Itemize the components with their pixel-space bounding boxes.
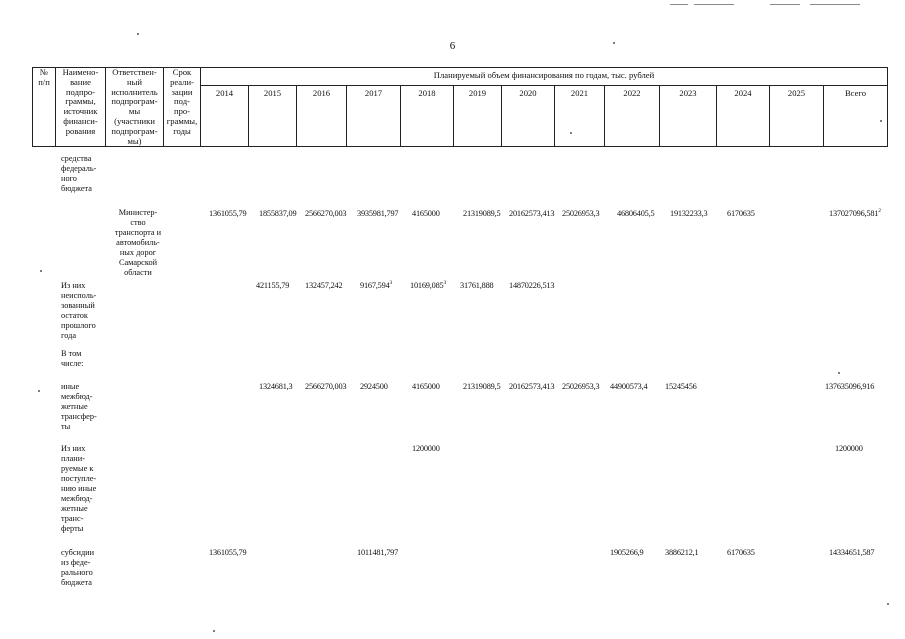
row-1-value-total: 137027096,581$^2$ bbox=[829, 208, 881, 218]
row-1-value-2017: 3935981,797 bbox=[357, 209, 399, 218]
scan-mark bbox=[694, 4, 734, 5]
row-4-value-2015: 1324681,3 bbox=[259, 382, 293, 391]
header-year: 2018 bbox=[401, 85, 454, 147]
scan-speck bbox=[838, 372, 840, 374]
row-1-value-2024: 6170635 bbox=[727, 209, 755, 218]
header-year: 2022 bbox=[605, 85, 660, 147]
scan-speck bbox=[570, 132, 572, 134]
row-2-value-2015: 421155,79 bbox=[256, 281, 290, 290]
row-5-value-total: 1200000 bbox=[835, 444, 863, 453]
row-1-value-2022: 46806405,5 bbox=[617, 209, 655, 218]
header-year: 2021 bbox=[555, 85, 605, 147]
row-6-value-total: 14334651,587 bbox=[829, 548, 875, 557]
scan-speck bbox=[38, 390, 40, 392]
row-2-value-2020: 14870226,513 bbox=[509, 281, 555, 290]
row-4-value-total: 137635096,916 bbox=[825, 382, 875, 391]
header-year: 2024 bbox=[717, 85, 770, 147]
row-name-including: В том числе: bbox=[61, 349, 84, 368]
row-1-value-2014: 1361055,79 bbox=[209, 209, 247, 218]
header-year: 2025 bbox=[770, 85, 824, 147]
row-name-federal-subsidies: субсидии из феде- рального бюджета bbox=[61, 548, 95, 587]
row-4-value-2019: 21319089,5 bbox=[463, 382, 501, 391]
scan-speck bbox=[213, 630, 215, 632]
row-4-value-2018: 4165000 bbox=[412, 382, 440, 391]
financing-table-header bbox=[32, 67, 888, 147]
page-number: 6 bbox=[449, 40, 456, 52]
header-year: 2023 bbox=[660, 85, 717, 147]
header-group-title: Планируемый объем финансирования по годам, тыс. рублей bbox=[201, 68, 888, 86]
scan-mark bbox=[770, 4, 800, 5]
header-col-responsible: Ответствен- ный исполнитель подпрограм- мы (участники подпрограм- мы) bbox=[106, 68, 164, 147]
header-col-term: Срок реали- зации под- про- граммы, годы bbox=[164, 68, 201, 147]
header-year: 2016 bbox=[297, 85, 347, 147]
row-5-value-2018: 1200000 bbox=[412, 444, 440, 453]
row-6-value-2014: 1361055,79 bbox=[209, 548, 247, 557]
row-6-value-2022: 1905266,9 bbox=[610, 548, 644, 557]
scan-speck bbox=[40, 270, 42, 272]
row-1-value-2015: 1855837,09 bbox=[259, 209, 297, 218]
row-6-value-2023: 3886212,1 bbox=[665, 548, 699, 557]
row-6-value-2017: 1011481,797 bbox=[357, 548, 399, 557]
row-2-value-2016: 132457,242 bbox=[305, 281, 343, 290]
row-name-planned-transfers: Из них плани- руемые к поступле- нию иные межбюд- жетные транс- ферты bbox=[61, 444, 97, 533]
scan-speck bbox=[613, 42, 615, 44]
header-col-no: № п/п bbox=[33, 68, 56, 147]
row-1-value-2019: 21319089,5 bbox=[463, 209, 501, 218]
row-1-value-2020: 20162573,413 bbox=[509, 209, 555, 218]
row-responsible-ministry: Министер- ство транспорта и автомобиль- ных дорог Самарской области bbox=[114, 208, 162, 277]
row-1-value-2018: 4165000 bbox=[412, 209, 440, 218]
row-name-unused-balance: Из них неисполь- зованный остаток прошлого года bbox=[61, 281, 97, 340]
row-name-other-transfers: иные межбюд- жетные трансфер- ты bbox=[61, 382, 97, 431]
row-1-value-2016: 2566270,003 bbox=[305, 209, 347, 218]
row-2-value-2019: 31761,888 bbox=[460, 281, 494, 290]
header-year: 2015 bbox=[249, 85, 297, 147]
header-year: 2014 bbox=[201, 85, 249, 147]
row-4-value-2022: 44900573,4 bbox=[610, 382, 648, 391]
row-1-value-2023: 19132233,3 bbox=[670, 209, 708, 218]
row-4-value-2021: 25026953,3 bbox=[562, 382, 600, 391]
row-4-value-2020: 20162573,413 bbox=[509, 382, 555, 391]
header-year: 2017 bbox=[347, 85, 401, 147]
header-total: Всего bbox=[824, 85, 888, 147]
header-year: 2019 bbox=[454, 85, 502, 147]
row-1-value-2021: 25026953,3 bbox=[562, 209, 600, 218]
row-4-value-2023: 15245456 bbox=[665, 382, 697, 391]
header-year: 2020 bbox=[502, 85, 555, 147]
row-4-value-2017: 2924500 bbox=[360, 382, 388, 391]
scan-speck bbox=[887, 603, 889, 605]
row-6-value-2024: 6170635 bbox=[727, 548, 755, 557]
scan-speck bbox=[137, 33, 139, 35]
scan-mark bbox=[670, 4, 688, 5]
row-name-federal-funds: средства федераль- ного бюджета bbox=[61, 154, 97, 193]
row-2-value-2018: 10169,085$^3$ bbox=[410, 280, 447, 290]
header-col-name: Наимено- вание подпро- граммы, источник финанси- рования bbox=[56, 68, 106, 147]
scan-speck bbox=[880, 120, 882, 122]
row-4-value-2016: 2566270,003 bbox=[305, 382, 347, 391]
row-2-value-2017: 9167,594$^3$ bbox=[360, 280, 393, 290]
scan-mark bbox=[810, 4, 860, 5]
